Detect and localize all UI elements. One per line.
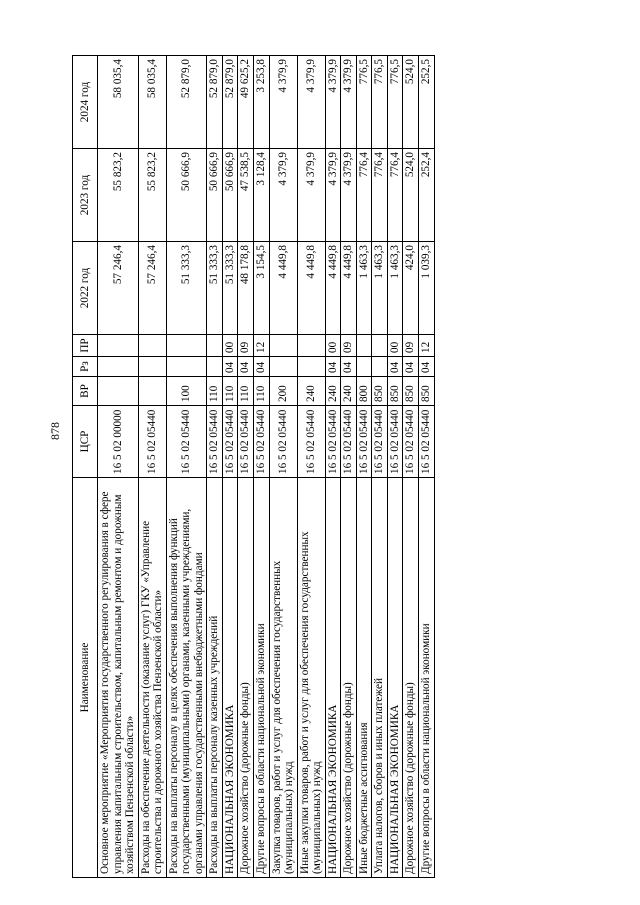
row-rz: 04 <box>419 357 435 377</box>
row-pr <box>269 335 297 357</box>
row-2023: 776,4 <box>387 149 403 242</box>
row-rz <box>297 357 325 377</box>
row-csr: 16 5 02 05440 <box>341 406 357 478</box>
row-name: Расходы на выплаты персоналу в целях обеспечения выполнения функций государственными (муниципальными) органами, казенными учреждениями, органами управления государственными внебюджетными фондами <box>166 478 207 878</box>
row-rz <box>269 357 297 377</box>
row-2023: 776,4 <box>356 149 372 242</box>
header-rz: Рз <box>73 357 98 377</box>
row-2023: 4 379,9 <box>269 149 297 242</box>
row-2022: 4 449,8 <box>341 242 357 335</box>
row-2023: 3 128,4 <box>254 149 270 242</box>
row-2022: 1 463,3 <box>372 242 388 335</box>
table-row <box>325 56 341 878</box>
row-name: Расходы на выплаты персоналу казенных учреждений <box>207 478 223 878</box>
row-2024: 3 253,8 <box>254 56 270 149</box>
row-2024: 4 379,9 <box>269 56 297 149</box>
table-row <box>254 56 270 878</box>
row-rz <box>98 357 139 377</box>
table-row <box>403 56 419 878</box>
row-2022: 51 333,3 <box>166 242 207 335</box>
row-2023: 4 379,9 <box>325 149 341 242</box>
table-row <box>138 56 166 878</box>
row-2024: 4 379,9 <box>341 56 357 149</box>
row-vr: 800 <box>356 377 372 406</box>
row-rz: 04 <box>325 357 341 377</box>
row-vr <box>98 377 139 406</box>
row-csr: 16 5 02 05440 <box>222 406 238 478</box>
row-name: Иные бюджетные ассигнования <box>356 478 372 878</box>
row-2022: 3 154,5 <box>254 242 270 335</box>
row-2023: 776,4 <box>372 149 388 242</box>
row-rz: 04 <box>403 357 419 377</box>
row-2024: 4 379,9 <box>325 56 341 149</box>
row-2023: 50 666,9 <box>166 149 207 242</box>
row-name: Другие вопросы в области национальной экономики <box>419 478 435 878</box>
row-rz <box>356 357 372 377</box>
row-vr: 850 <box>387 377 403 406</box>
header-csr: ЦСР <box>73 406 98 478</box>
row-rz <box>372 357 388 377</box>
row-vr: 110 <box>222 377 238 406</box>
row-pr <box>372 335 388 357</box>
rotated-page <box>72 56 598 878</box>
row-rz <box>138 357 166 377</box>
row-2022: 4 449,8 <box>269 242 297 335</box>
row-2024: 58 035,4 <box>138 56 166 149</box>
row-vr: 110 <box>254 377 270 406</box>
header-name: Наименование <box>73 478 98 878</box>
row-2022: 57 246,4 <box>98 242 139 335</box>
row-name: Дорожное хозяйство (дорожные фонды) <box>238 478 254 878</box>
row-vr: 850 <box>403 377 419 406</box>
row-2022: 1 463,3 <box>387 242 403 335</box>
row-pr <box>138 335 166 357</box>
row-csr: 16 5 02 05440 <box>419 406 435 478</box>
page-number: 878 <box>48 422 62 440</box>
row-pr <box>166 335 207 357</box>
row-rz: 04 <box>222 357 238 377</box>
row-name: Дорожное хозяйство (дорожные фонды) <box>341 478 357 878</box>
row-2022: 4 449,8 <box>325 242 341 335</box>
row-2024: 52 879,0 <box>222 56 238 149</box>
row-2023: 55 823,2 <box>138 149 166 242</box>
row-name: Расходы на обеспечение деятельности (оказание услуг) ГКУ «Управление строительства и дорожного хозяйства Пензенской области» <box>138 478 166 878</box>
row-2023: 252,4 <box>419 149 435 242</box>
row-vr: 240 <box>341 377 357 406</box>
row-vr: 850 <box>372 377 388 406</box>
row-pr: 09 <box>403 335 419 357</box>
row-csr: 16 5 02 05440 <box>356 406 372 478</box>
row-2022: 4 449,8 <box>297 242 325 335</box>
table-row <box>297 56 325 878</box>
row-2023: 524,0 <box>403 149 419 242</box>
header-2023: 2023 год <box>73 149 98 242</box>
row-vr: 850 <box>419 377 435 406</box>
row-vr: 110 <box>207 377 223 406</box>
row-csr: 16 5 02 05440 <box>207 406 223 478</box>
row-pr: 09 <box>341 335 357 357</box>
row-rz <box>166 357 207 377</box>
row-rz: 04 <box>387 357 403 377</box>
row-vr: 110 <box>238 377 254 406</box>
row-vr: 100 <box>166 377 207 406</box>
row-pr <box>207 335 223 357</box>
row-vr: 240 <box>297 377 325 406</box>
row-pr: 00 <box>325 335 341 357</box>
row-csr: 16 5 02 05440 <box>403 406 419 478</box>
row-2024: 524,0 <box>403 56 419 149</box>
row-pr <box>297 335 325 357</box>
table-row <box>222 56 238 878</box>
row-2023: 55 823,2 <box>98 149 139 242</box>
row-csr: 16 5 02 05440 <box>166 406 207 478</box>
table-row <box>238 56 254 878</box>
row-csr: 16 5 02 05440 <box>254 406 270 478</box>
row-name: НАЦИОНАЛЬНАЯ ЭКОНОМИКА <box>387 478 403 878</box>
row-csr: 16 5 02 05440 <box>138 406 166 478</box>
row-vr: 240 <box>325 377 341 406</box>
row-name: НАЦИОНАЛЬНАЯ ЭКОНОМИКА <box>222 478 238 878</box>
row-2024: 776,5 <box>387 56 403 149</box>
row-pr: 00 <box>222 335 238 357</box>
header-pr: ПР <box>73 335 98 357</box>
row-2022: 1 039,3 <box>419 242 435 335</box>
row-2024: 52 879,0 <box>207 56 223 149</box>
row-name: Основное мероприятие «Мероприятия государственного регулирования в сфере управления капитальным строительством, капитальным ремонтом и дорожным хозяйством Пензенской области» <box>98 478 139 878</box>
row-2024: 776,5 <box>372 56 388 149</box>
row-name: НАЦИОНАЛЬНАЯ ЭКОНОМИКА <box>325 478 341 878</box>
row-2024: 252,5 <box>419 56 435 149</box>
table-row <box>419 56 435 878</box>
row-2022: 424,0 <box>403 242 419 335</box>
row-2023: 4 379,9 <box>297 149 325 242</box>
row-2024: 52 879,0 <box>166 56 207 149</box>
row-rz <box>207 357 223 377</box>
row-name: Иные закупки товаров, работ и услуг для обеспечения государственных (муниципальных) нужд <box>297 478 325 878</box>
row-rz: 04 <box>341 357 357 377</box>
row-2023: 47 538,5 <box>238 149 254 242</box>
row-pr: 12 <box>254 335 270 357</box>
row-vr: 200 <box>269 377 297 406</box>
row-vr <box>138 377 166 406</box>
row-pr <box>356 335 372 357</box>
header-vr: ВР <box>73 377 98 406</box>
row-name: Уплата налогов, сборов и иных платежей <box>372 478 388 878</box>
row-csr: 16 5 02 05440 <box>297 406 325 478</box>
table-row <box>207 56 223 878</box>
table-row <box>98 56 139 878</box>
row-csr: 16 5 02 05440 <box>269 406 297 478</box>
budget-table <box>72 55 435 878</box>
row-2022: 51 333,3 <box>222 242 238 335</box>
row-2024: 49 625,2 <box>238 56 254 149</box>
row-2023: 50 666,9 <box>222 149 238 242</box>
row-csr: 16 5 02 05440 <box>372 406 388 478</box>
row-pr: 09 <box>238 335 254 357</box>
table-row <box>387 56 403 878</box>
table-row <box>356 56 372 878</box>
row-2022: 51 333,3 <box>207 242 223 335</box>
row-csr: 16 5 02 05440 <box>238 406 254 478</box>
row-name: Другие вопросы в области национальной экономики <box>254 478 270 878</box>
row-csr: 16 5 02 05440 <box>325 406 341 478</box>
row-name: Дорожное хозяйство (дорожные фонды) <box>403 478 419 878</box>
row-2023: 4 379,9 <box>341 149 357 242</box>
header-2024: 2024 год <box>73 56 98 149</box>
row-pr: 00 <box>387 335 403 357</box>
row-2023: 50 666,9 <box>207 149 223 242</box>
row-name: Закупка товаров, работ и услуг для обеспечения государственных (муниципальных) нужд <box>269 478 297 878</box>
row-2022: 48 178,8 <box>238 242 254 335</box>
row-csr: 16 5 02 05440 <box>387 406 403 478</box>
row-2024: 776,5 <box>356 56 372 149</box>
header-2022: 2022 год <box>73 242 98 335</box>
row-2024: 4 379,9 <box>297 56 325 149</box>
row-2022: 1 463,3 <box>356 242 372 335</box>
row-csr: 16 5 02 00000 <box>98 406 139 478</box>
row-2022: 57 246,4 <box>138 242 166 335</box>
row-rz: 04 <box>238 357 254 377</box>
table-row <box>341 56 357 878</box>
row-pr <box>98 335 139 357</box>
table-row <box>166 56 207 878</box>
row-2024: 58 035,4 <box>98 56 139 149</box>
row-pr: 12 <box>419 335 435 357</box>
row-rz: 04 <box>254 357 270 377</box>
table-row <box>372 56 388 878</box>
table-row <box>269 56 297 878</box>
table-header-row <box>73 56 98 878</box>
